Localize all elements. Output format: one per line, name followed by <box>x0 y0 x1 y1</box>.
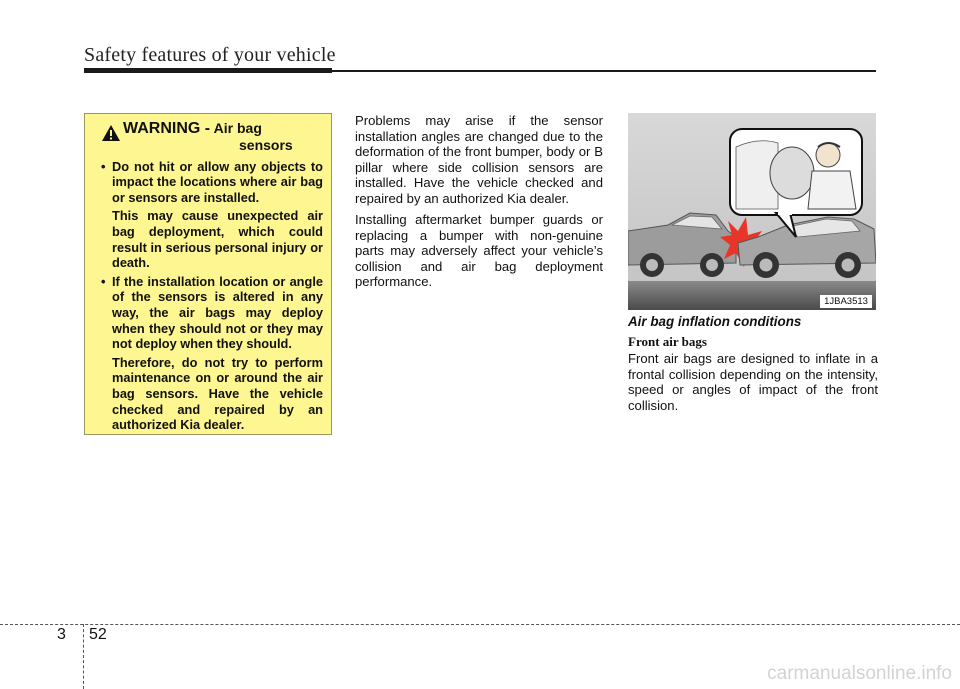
footer-vertical-divider <box>83 624 84 689</box>
body-column-3 <box>628 314 878 413</box>
body-column-2 <box>355 113 603 296</box>
body-paragraph: Installing aftermarket bumper guards or replacing a bumper with non-genuine parts may adversely affect your vehicle’s collision and air bag deployment performance. <box>355 212 603 289</box>
header-title: Safety features of your vehicle <box>84 44 336 66</box>
warning-heading <box>99 121 323 153</box>
warning-box <box>84 113 332 435</box>
warning-item <box>99 274 323 433</box>
section-subheading: Front air bags <box>628 334 707 349</box>
warning-list <box>99 159 323 433</box>
warning-triangle-icon <box>101 124 121 142</box>
body-paragraph: Problems may arise if the sensor installation angles are changed due to the deformation of the front bumper, body or B pillar where side collision sensors are installed. Have the vehicle checked and repaired by an authorized Kia dealer. <box>355 113 603 206</box>
collision-illustration <box>628 113 876 310</box>
warning-item-text: • Do not hit or allow any objects to impact the locations where air bag or sensors are installed. <box>112 158 323 205</box>
header-rule-thick <box>84 68 332 73</box>
footer-divider <box>0 624 960 625</box>
warning-item <box>99 159 323 271</box>
header-rule-thin <box>332 70 876 72</box>
warning-item-text: • If the installation location or angle of the sensors is altered in any way, the air bags may deploy when they should not or they may not deploy when they should. <box>112 273 323 352</box>
warning-subject-line2: sensors <box>239 136 293 153</box>
body-paragraph: Front air bags are designed to inflate in a frontal collision depending on the intensity, speed or angles of impact of the front collision. <box>628 351 878 413</box>
section-heading: Air bag inflation conditions <box>628 314 802 329</box>
page-number: 52 <box>89 626 107 643</box>
figure-label: 1JBA3513 <box>820 295 872 308</box>
chapter-number: 3 <box>57 626 66 643</box>
watermark: carmanualsonline.info <box>767 663 952 684</box>
warning-item-followup: Therefore, do not try to perform maintenance on or around the air bag sensors. Have the vehicle checked and repaired by an authorized Kia dealer. <box>112 354 323 433</box>
warning-label: WARNING - <box>123 120 211 137</box>
warning-item-followup: This may cause unexpected air bag deployment, which could result in serious personal injury or death. <box>112 208 323 271</box>
warning-subject: Air bag <box>213 120 262 136</box>
collision-scene-image <box>628 113 876 310</box>
